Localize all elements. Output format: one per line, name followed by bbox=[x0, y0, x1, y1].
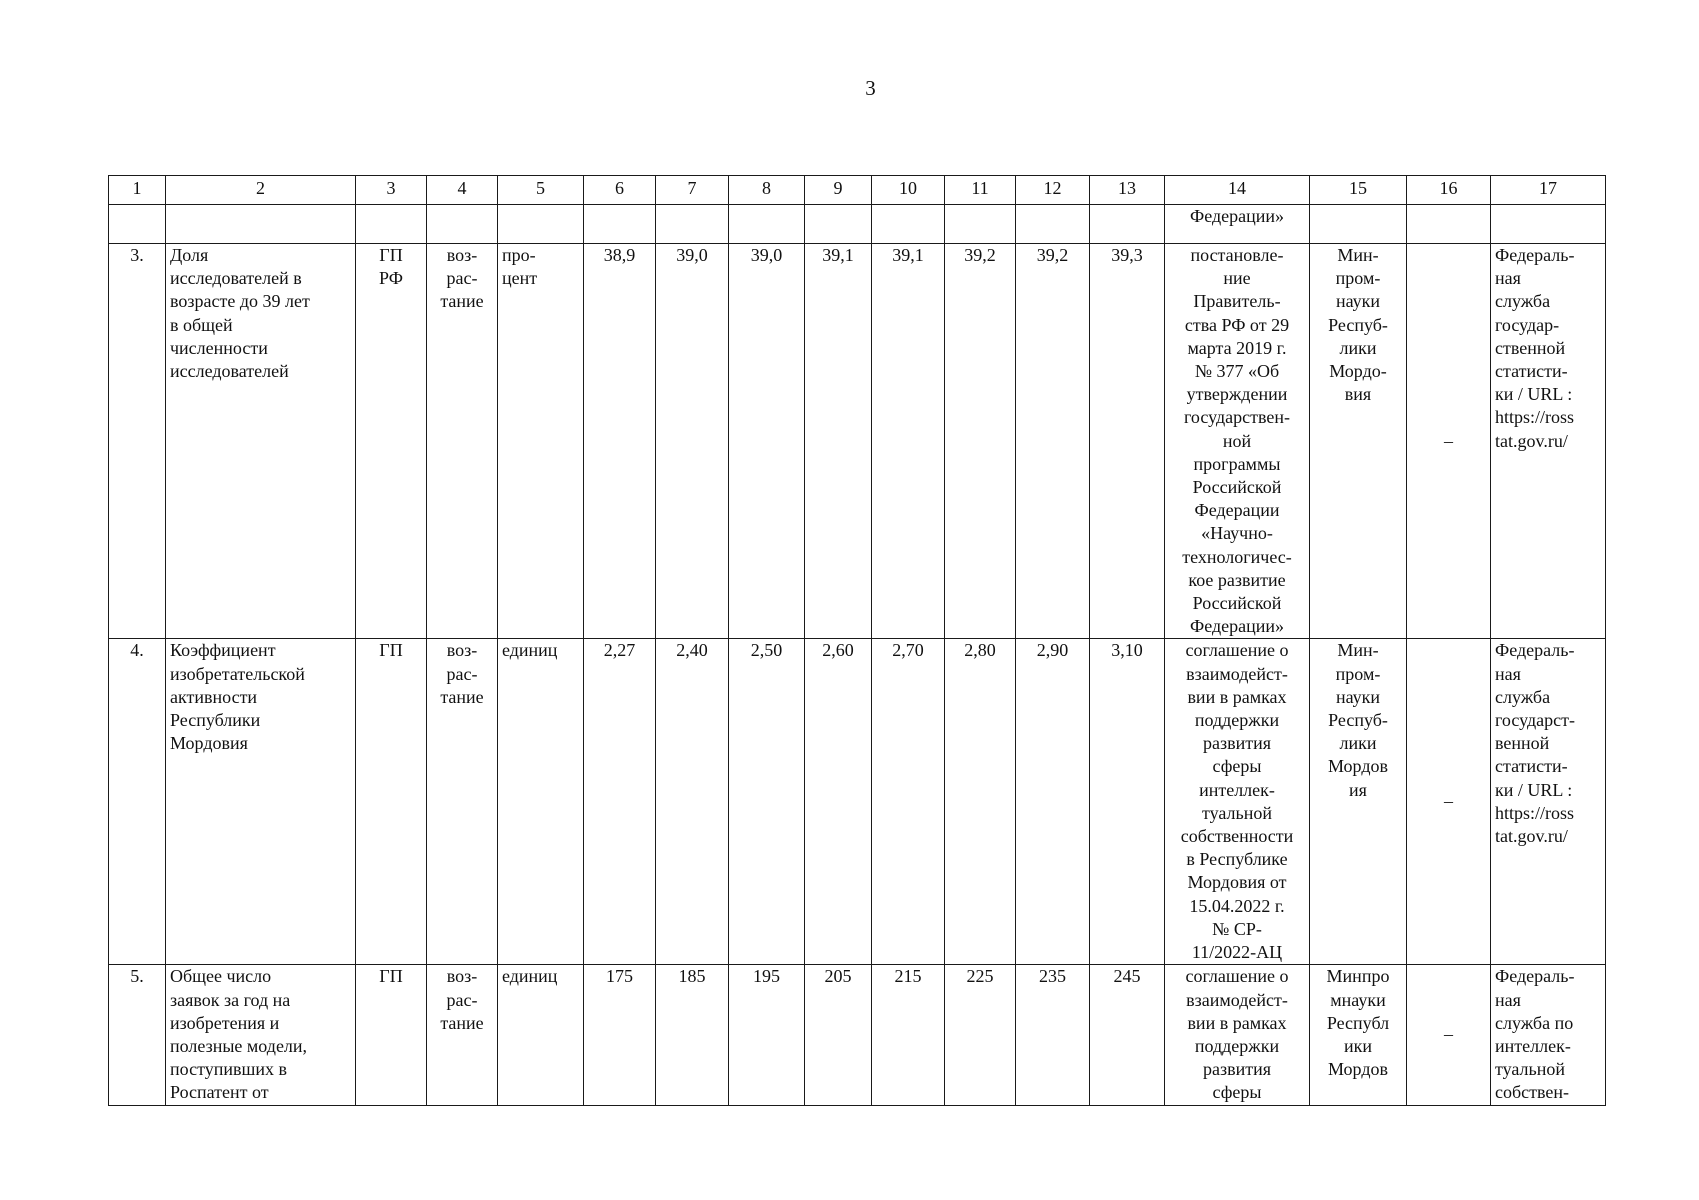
value-col12: 39,2 bbox=[1016, 244, 1090, 639]
value-col8: 39,0 bbox=[729, 244, 805, 639]
value-col7: 2,40 bbox=[656, 639, 729, 965]
value-col11: 2,80 bbox=[945, 639, 1016, 965]
column-number: 14 bbox=[1165, 176, 1310, 205]
value-col9: 39,1 bbox=[805, 244, 872, 639]
column-number: 8 bbox=[729, 176, 805, 205]
table-row bbox=[109, 965, 1606, 1105]
value-col6: 38,9 bbox=[584, 244, 656, 639]
column-number: 3 bbox=[356, 176, 427, 205]
value-col11: 39,2 bbox=[945, 244, 1016, 639]
value-col7: 39,0 bbox=[656, 244, 729, 639]
value-col13: 39,3 bbox=[1090, 244, 1165, 639]
value-col9: 205 bbox=[805, 965, 872, 1105]
value-col10: 215 bbox=[872, 965, 945, 1105]
column-number: 2 bbox=[166, 176, 356, 205]
trend-direction: воз- рас- тание bbox=[427, 244, 498, 639]
column-number: 4 bbox=[427, 176, 498, 205]
value-col12: 235 bbox=[1016, 965, 1090, 1105]
indicators-table bbox=[108, 175, 1606, 1106]
column-number: 12 bbox=[1016, 176, 1090, 205]
continuation-row bbox=[109, 205, 1606, 244]
column-16-value: – bbox=[1407, 639, 1491, 965]
value-col8: 195 bbox=[729, 965, 805, 1105]
table-row bbox=[109, 639, 1606, 965]
value-col13: 3,10 bbox=[1090, 639, 1165, 965]
value-col6: 2,27 bbox=[584, 639, 656, 965]
row-number: 5. bbox=[109, 965, 166, 1105]
column-number-row bbox=[109, 176, 1606, 205]
data-source: Федераль- ная служба по интеллек- туальной собствен- bbox=[1491, 965, 1606, 1105]
trend-direction: воз- рас- тание bbox=[427, 639, 498, 965]
legal-document: соглашение о взаимодейст- вии в рамках поддержки развития сферы интеллек- туальной собственности в Республике Мордовия от 15.04.2022 г. № СР- 11/2022-АЦ bbox=[1165, 639, 1310, 965]
column-number: 16 bbox=[1407, 176, 1491, 205]
column-number: 17 bbox=[1491, 176, 1606, 205]
unit: единиц bbox=[498, 965, 584, 1105]
column-number: 13 bbox=[1090, 176, 1165, 205]
indicator-name: Доля исследователей в возрасте до 39 лет в общей численности исследователей bbox=[166, 244, 356, 639]
unit: про- цент bbox=[498, 244, 584, 639]
column-number: 9 bbox=[805, 176, 872, 205]
legal-document: постановле- ние Правитель- ства РФ от 29 марта 2019 г. № 377 «Об утверждении государствен- ной программы Российской Федерации «Научно- технологичес- кое развитие Российской Федерации» bbox=[1165, 244, 1310, 639]
program-level: ГП bbox=[356, 965, 427, 1105]
value-col11: 225 bbox=[945, 965, 1016, 1105]
responsible-body: Минпро мнауки Республ ики Мордов bbox=[1310, 965, 1407, 1105]
indicator-name: Общее число заявок за год на изобретения и полезные модели, поступивших в Роспатент от bbox=[166, 965, 356, 1105]
column-number: 6 bbox=[584, 176, 656, 205]
data-source: Федераль- ная служба государ- ственной статисти- ки / URL : https://ross tat.gov.ru/ bbox=[1491, 244, 1606, 639]
column-16-value: – bbox=[1407, 244, 1491, 639]
column-16-value: – bbox=[1407, 965, 1491, 1105]
program-level: ГП РФ bbox=[356, 244, 427, 639]
data-source: Федераль- ная служба государст- венной статисти- ки / URL : https://ross tat.gov.ru/ bbox=[1491, 639, 1606, 965]
value-col13: 245 bbox=[1090, 965, 1165, 1105]
row-number: 4. bbox=[109, 639, 166, 965]
value-col12: 2,90 bbox=[1016, 639, 1090, 965]
program-level: ГП bbox=[356, 639, 427, 965]
indicator-name: Коэффициент изобретательской активности Республики Мордовия bbox=[166, 639, 356, 965]
responsible-body: Мин- пром- науки Респуб- лики Мордо- вия bbox=[1310, 244, 1407, 639]
trend-direction: воз- рас- тание bbox=[427, 965, 498, 1105]
unit: единиц bbox=[498, 639, 584, 965]
column-number: 7 bbox=[656, 176, 729, 205]
page-number: 3 bbox=[865, 76, 876, 100]
row-number: 3. bbox=[109, 244, 166, 639]
responsible-body: Мин- пром- науки Респуб- лики Мордов ия bbox=[1310, 639, 1407, 965]
legal-document: соглашение о взаимодейст- вии в рамках поддержки развития сферы bbox=[1165, 965, 1310, 1105]
column-number: 15 bbox=[1310, 176, 1407, 205]
value-col7: 185 bbox=[656, 965, 729, 1105]
document-continuation: Федерации» bbox=[1165, 205, 1310, 244]
value-col8: 2,50 bbox=[729, 639, 805, 965]
value-col10: 39,1 bbox=[872, 244, 945, 639]
column-number: 10 bbox=[872, 176, 945, 205]
value-col9: 2,60 bbox=[805, 639, 872, 965]
column-number: 5 bbox=[498, 176, 584, 205]
table-row bbox=[109, 244, 1606, 639]
column-number: 11 bbox=[945, 176, 1016, 205]
value-col6: 175 bbox=[584, 965, 656, 1105]
column-number: 1 bbox=[109, 176, 166, 205]
value-col10: 2,70 bbox=[872, 639, 945, 965]
